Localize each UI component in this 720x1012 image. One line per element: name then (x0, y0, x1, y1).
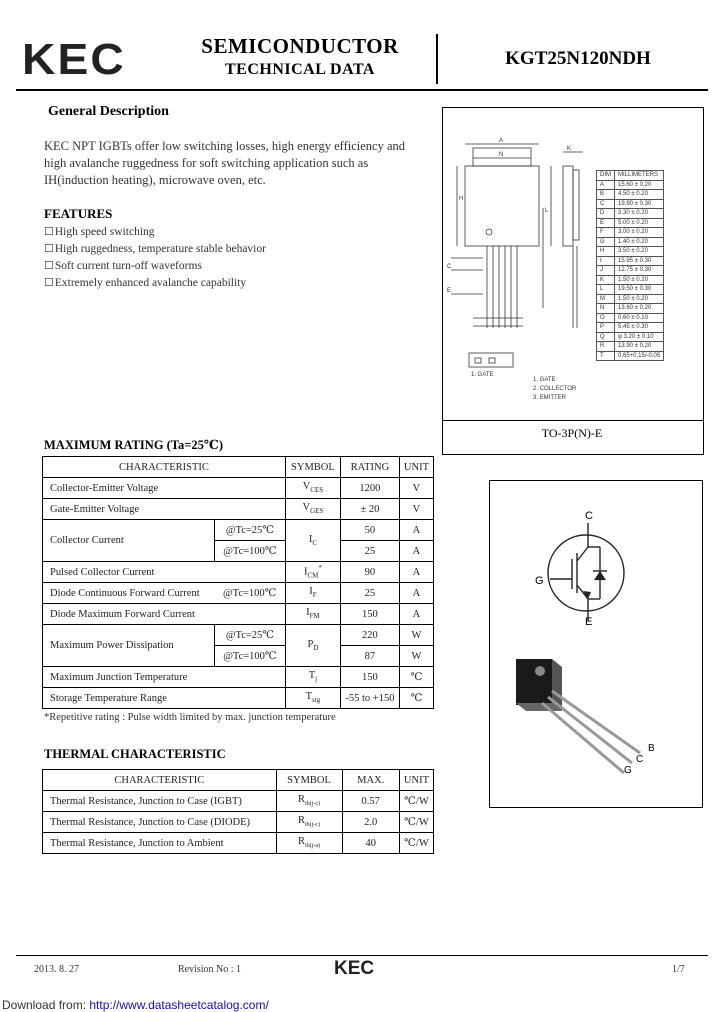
row-unit: ℃/W (399, 791, 433, 812)
dim-letter: H (597, 247, 615, 257)
row-unit: V (399, 499, 433, 520)
table-row (43, 499, 434, 520)
row-unit: ℃ (399, 688, 433, 709)
row-condition: @Tc=25℃ (215, 520, 286, 541)
dim-value: 1.50 ± 0.20 (615, 275, 664, 285)
dim-letter: T (597, 351, 615, 361)
download-link[interactable]: http://www.datasheetcatalog.com/ (89, 998, 269, 1012)
package-label: TO-3P(N)-E (541, 426, 603, 440)
row-characteristic: Maximum Junction Temperature (43, 667, 286, 688)
table-row (43, 520, 434, 541)
dim-letter: I (597, 256, 615, 266)
row-unit: A (399, 562, 433, 583)
pin-item: 1. GATE (533, 377, 556, 383)
header-symbol: SYMBOL (285, 457, 340, 478)
row-symbol: $I_{CM}^*$ (285, 562, 340, 583)
row-symbol: $P_D$ (285, 625, 340, 667)
feature-item: ☐ High speed switching (44, 224, 266, 241)
dim-letter: A (597, 180, 615, 190)
repetitive-rating-note: *Repetitive rating : Pulse width limited by max. junction temperature (44, 712, 336, 723)
row-symbol: $I_C$ (285, 520, 340, 562)
table-row (43, 604, 434, 625)
row-characteristic: Thermal Resistance, Junction to Case (IGBT) (43, 791, 277, 812)
row-characteristic: Thermal Resistance, Junction to Ambient (43, 833, 277, 854)
table-header-row (43, 770, 434, 791)
table-row (43, 667, 434, 688)
row-unit: ℃ (399, 667, 433, 688)
dim-value: 3.30 ± 0.20 (615, 209, 664, 219)
dim-value: 19.50 ± 0.30 (615, 285, 664, 295)
row-max: 2.0 (342, 812, 399, 833)
svg-text:1. GATE: 1. GATE (471, 372, 494, 378)
dim-value: 1.50 ± 0.20 (615, 294, 664, 304)
row-unit: ℃/W (399, 833, 433, 854)
row-symbol: $I_F$ (285, 583, 340, 604)
row-characteristic: Thermal Resistance, Junction to Case (DIODE) (43, 812, 277, 833)
dim-value: 13.90 ± 0.20 (615, 342, 664, 352)
header-rule (16, 89, 708, 91)
dim-row (597, 351, 664, 361)
dim-value: 1.40 ± 0.20 (615, 237, 664, 247)
dim-row (597, 228, 664, 238)
dim-letter: Q (597, 332, 615, 342)
row-rating: -55 to +150 (340, 688, 399, 709)
svg-text:L: L (545, 208, 549, 214)
row-rating: 25 (340, 541, 399, 562)
thermal-title: THERMAL CHARACTERISTIC (44, 747, 226, 761)
table-row (43, 833, 434, 854)
row-unit: W (399, 625, 433, 646)
header-subtitle: TECHNICAL DATA (225, 61, 375, 78)
dim-value: 0.65+0.15/-0.05 (615, 351, 664, 361)
features-title: FEATURES (44, 206, 113, 221)
thermal-table (42, 769, 434, 854)
dim-value: 3.00 ± 0.20 (615, 228, 664, 238)
row-symbol: $R_{th(j-a)}$ (276, 833, 342, 854)
header-max: MAX. (342, 770, 399, 791)
dim-letter: D (597, 209, 615, 219)
dim-header-row (597, 171, 664, 181)
row-unit: A (399, 583, 433, 604)
row-condition: @Tc=100℃ (215, 541, 286, 562)
dim-row (597, 313, 664, 323)
dim-value: 3.50 ± 0.20 (615, 247, 664, 257)
dim-row (597, 294, 664, 304)
dim-header: DIM (597, 171, 615, 181)
row-max: 0.57 (342, 791, 399, 812)
dim-value: 4.50 ± 0.20 (615, 190, 664, 200)
footer-date: 2013. 8. 27 (34, 964, 79, 975)
max-rating-table (42, 456, 434, 709)
row-unit: A (399, 520, 433, 541)
dim-row (597, 218, 664, 228)
dim-row (597, 247, 664, 257)
pin-list (533, 376, 576, 403)
table-row (43, 625, 434, 646)
row-unit: A (399, 604, 433, 625)
row-condition: @Tc=100℃ (215, 646, 286, 667)
dim-letter: L (597, 285, 615, 295)
row-symbol: $T_{stg}$ (285, 688, 340, 709)
row-unit: ℃/W (399, 812, 433, 833)
svg-text:E: E (447, 288, 452, 294)
dim-value: 5.45 ± 0.30 (615, 323, 664, 333)
dim-row (597, 256, 664, 266)
max-rating-title: MAXIMUM RATING (Ta=25℃) (44, 438, 224, 452)
row-characteristic: Collector Current (43, 520, 215, 562)
dim-row (597, 275, 664, 285)
collector-label: C (585, 510, 593, 522)
row-symbol: $V_{GES}$ (285, 499, 340, 520)
footer-page: 1/7 (672, 964, 685, 975)
part-number: KGT25N120NDH (505, 48, 651, 69)
dim-row (597, 199, 664, 209)
header-rating: RATING (340, 457, 399, 478)
igbt-symbol (490, 481, 700, 805)
emitter-label: E (585, 616, 593, 628)
pin-c-label: C (636, 754, 644, 765)
dim-value: 12.75 ± 0.30 (615, 266, 664, 276)
dim-value: φ 3.20 ± 0.10 (615, 332, 664, 342)
dim-letter: E (597, 218, 615, 228)
dim-row (597, 304, 664, 314)
row-rating: 150 (340, 667, 399, 688)
row-rating: 87 (340, 646, 399, 667)
row-characteristic: Pulsed Collector Current (43, 562, 286, 583)
pin-item: 2. COLLECTOR (533, 386, 577, 392)
general-description-title: General Description (48, 104, 169, 119)
dim-row (597, 332, 664, 342)
dim-value: 5.00 ± 0.20 (615, 218, 664, 228)
dim-row (597, 237, 664, 247)
dim-letter: P (597, 323, 615, 333)
dim-row (597, 190, 664, 200)
feature-item: ☐ Soft current turn-off waveforms (44, 258, 266, 275)
dim-value: 0.60 ± 0.10 (615, 313, 664, 323)
header-symbol: SYMBOL (276, 770, 342, 791)
header-divider (436, 34, 438, 84)
dim-row (597, 266, 664, 276)
dim-row (597, 342, 664, 352)
header-characteristic: CHARACTERISTIC (43, 770, 277, 791)
svg-text:A: A (499, 138, 504, 144)
svg-text:K: K (567, 146, 572, 152)
row-rating: 150 (340, 604, 399, 625)
dim-row (597, 209, 664, 219)
dim-letter: G (597, 237, 615, 247)
row-symbol: $T_j$ (285, 667, 340, 688)
dim-letter: R (597, 342, 615, 352)
row-condition: @Tc=100℃ (215, 583, 286, 604)
package-box-divider (442, 420, 703, 421)
dim-letter: O (597, 313, 615, 323)
feature-item: ☐ Extremely enhanced avalanche capability (44, 275, 266, 292)
header-characteristic: CHARACTERISTIC (43, 457, 286, 478)
row-rating: 220 (340, 625, 399, 646)
download-line (2, 998, 269, 1012)
table-row (43, 791, 434, 812)
pin-item: 3. EMITTER (533, 395, 567, 401)
row-rating: 1200 (340, 478, 399, 499)
dim-letter: N (597, 304, 615, 314)
table-row (43, 478, 434, 499)
package-outline-drawing (443, 108, 603, 408)
features-list (44, 224, 266, 292)
dim-letter: B (597, 190, 615, 200)
header-unit: UNIT (399, 770, 433, 791)
row-unit: W (399, 646, 433, 667)
table-row (43, 583, 434, 604)
dim-value: 15.60 ± 0.20 (615, 180, 664, 190)
dim-letter: J (597, 266, 615, 276)
dim-value: 13.60 ± 0.20 (615, 304, 664, 314)
svg-text:N: N (499, 152, 504, 158)
row-characteristic: Maximum Power Dissipation (43, 625, 215, 667)
row-rating: ± 20 (340, 499, 399, 520)
table-header-row (43, 457, 434, 478)
row-unit: A (399, 541, 433, 562)
row-max: 40 (342, 833, 399, 854)
pin-g-label: G (624, 765, 632, 776)
general-description-body: KEC NPT IGBTs offer low switching losses, high energy efficiency and high avalanche ruggedness for soft switching application such as IH(induction heating), microwave oven, etc. (44, 139, 405, 187)
footer-logo: KEC (334, 958, 375, 979)
pin-b-label: B (648, 743, 655, 754)
row-rating: 25 (340, 583, 399, 604)
dim-letter: M (597, 294, 615, 304)
row-condition: @Tc=25℃ (215, 625, 286, 646)
dim-value: 19.90 ± 0.30 (615, 199, 664, 209)
row-rating: 90 (340, 562, 399, 583)
header-title: SEMICONDUCTOR (201, 34, 399, 58)
row-characteristic: Diode Maximum Forward Current (43, 604, 286, 625)
svg-text:C: C (447, 264, 452, 270)
feature-item: ☐ High ruggedness, temperature stable behavior (44, 241, 266, 258)
table-row (43, 812, 434, 833)
table-row (43, 562, 434, 583)
row-rating: 50 (340, 520, 399, 541)
dim-letter: C (597, 199, 615, 209)
dim-letter: K (597, 275, 615, 285)
kec-logo: KEC (22, 35, 126, 84)
header-unit: UNIT (399, 457, 433, 478)
row-characteristic: Diode Continuous Forward Current (43, 583, 215, 604)
row-unit: V (399, 478, 433, 499)
dim-value: 15.95 ± 0.30 (615, 256, 664, 266)
dim-row (597, 285, 664, 295)
row-symbol: $R_{th(j-c)}$ (276, 791, 342, 812)
row-characteristic: Gate-Emitter Voltage (43, 499, 286, 520)
table-row (43, 688, 434, 709)
dim-row (597, 180, 664, 190)
row-characteristic: Collector-Emitter Voltage (43, 478, 286, 499)
row-symbol: $R_{th(j-c)}$ (276, 812, 342, 833)
footer-rule (16, 955, 708, 956)
row-characteristic: Storage Temperature Range (43, 688, 286, 709)
dim-header: MILLIMETERS (615, 171, 664, 181)
row-symbol: $I_{FM}$ (285, 604, 340, 625)
dimension-table (596, 170, 664, 361)
gate-label: G (535, 575, 544, 587)
footer-revision: Revision No : 1 (178, 964, 242, 975)
dim-letter: F (597, 228, 615, 238)
row-symbol: $V_{CES}$ (285, 478, 340, 499)
svg-text:H: H (459, 196, 464, 202)
dim-row (597, 323, 664, 333)
download-prefix: Download from: (2, 998, 90, 1012)
